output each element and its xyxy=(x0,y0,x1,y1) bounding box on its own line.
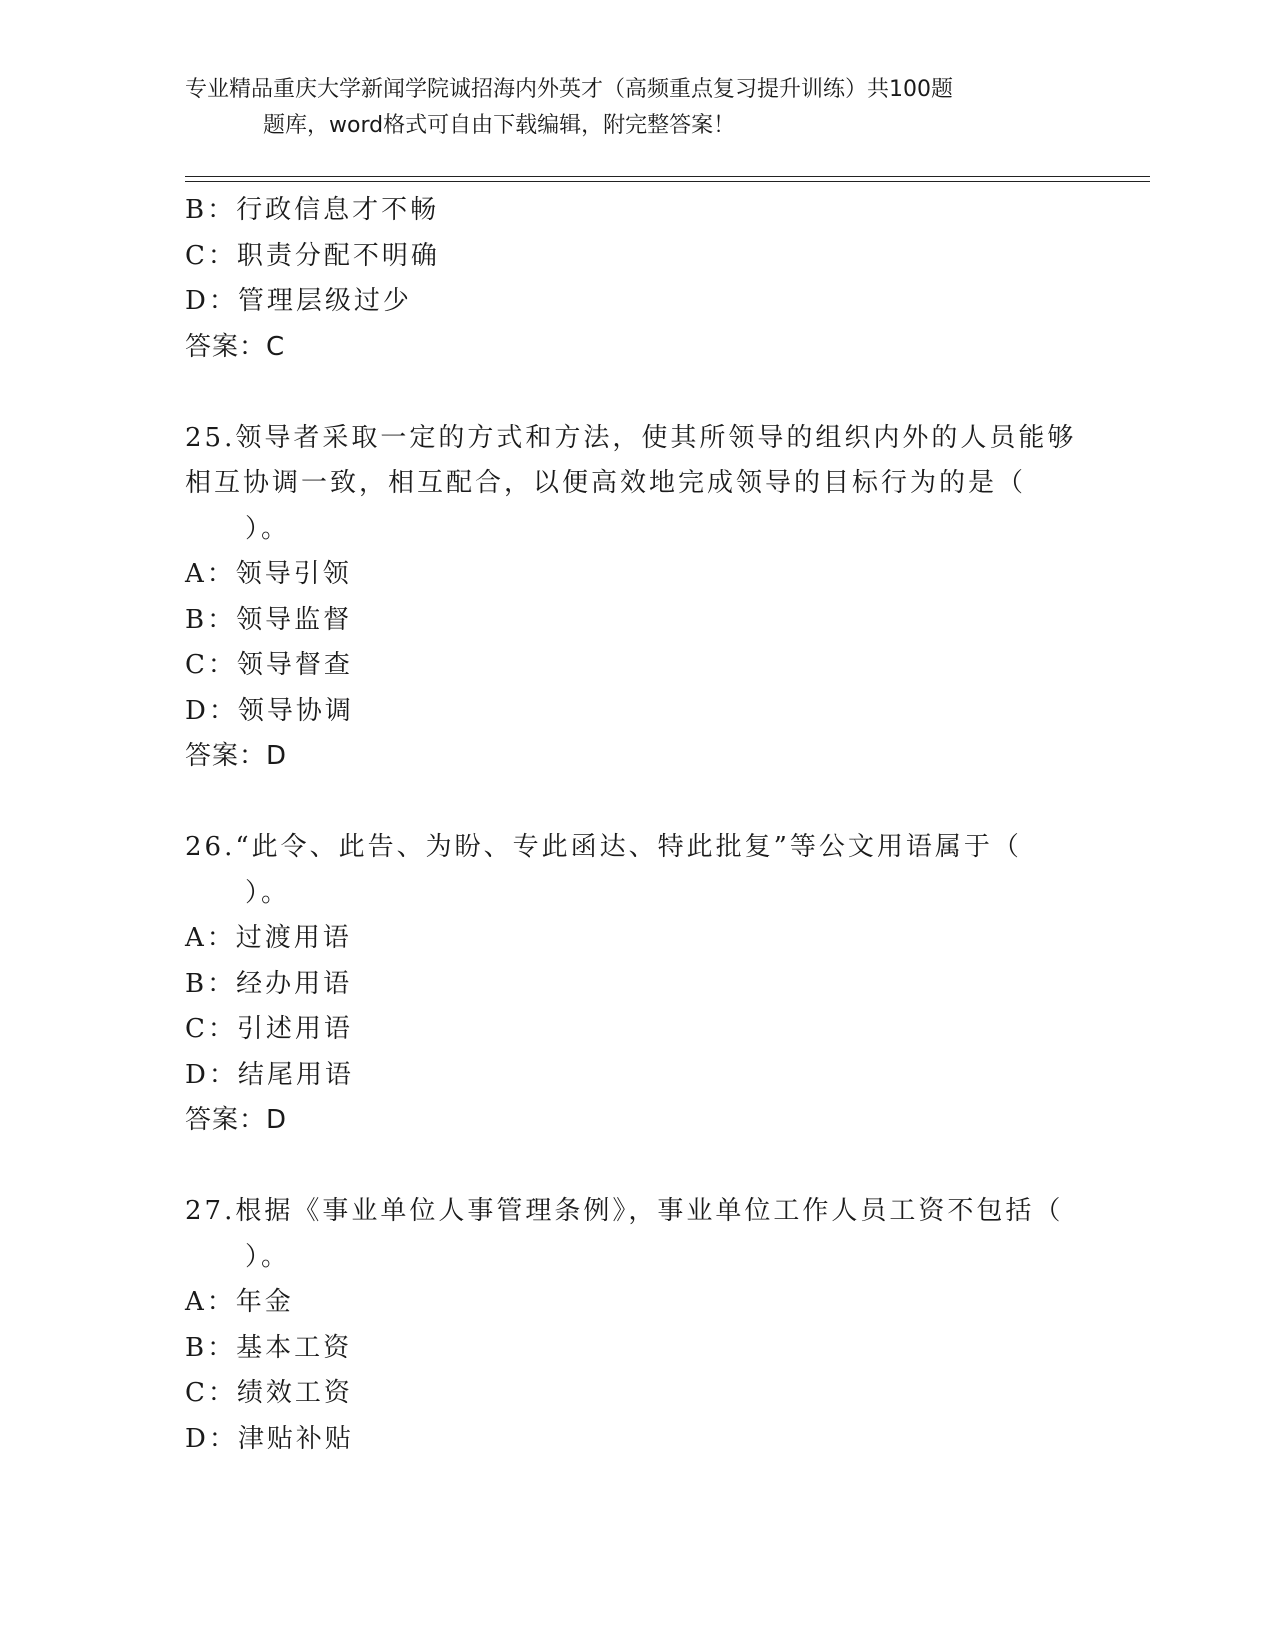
option-a: A：领导引领 xyxy=(185,559,352,589)
question-stem-line: 26.“此令、此告、为盼、专此函达、特此批复”等公文用语属于（ xyxy=(185,832,1022,862)
option-a: A：年金 xyxy=(185,1287,294,1317)
question-stem-line: 相互协调一致，相互配合，以便高效地完成领导的目标行为的是（ xyxy=(185,468,1027,498)
option-b: B：经办用语 xyxy=(185,968,353,999)
option-d: D：津贴补贴 xyxy=(185,1423,354,1454)
option-d: D：领导协调 xyxy=(185,695,354,726)
answer-line: 答案：D xyxy=(185,1105,288,1135)
header-divider-bottom xyxy=(185,181,1150,182)
question-stem-line: ）。 xyxy=(245,877,291,908)
option-b: B：基本工资 xyxy=(185,1332,353,1363)
answer-line: 答案：D xyxy=(185,741,288,771)
option-c: C：绩效工资 xyxy=(185,1378,353,1408)
spacer xyxy=(185,1144,1085,1190)
option-b: B：行政信息才不畅 xyxy=(185,195,440,225)
option-c: C：领导督查 xyxy=(185,650,353,680)
question-27 xyxy=(185,1189,1085,1462)
header-title-line-1: 专业精品重庆大学新闻学院诚招海内外英才（高频重点复习提升训练）共100题 xyxy=(185,77,953,102)
option-c: C：引述用语 xyxy=(185,1014,353,1044)
option-a: A：过渡用语 xyxy=(185,923,352,953)
question-stem-line: 25.领导者采取一定的方式和方法，使其所领导的组织内外的人员能够 xyxy=(185,422,1077,453)
header-title-line-2: 题库，word格式可自由下载编辑，附完整答案！ xyxy=(263,113,736,138)
spacer xyxy=(185,780,1085,826)
question-stem-line: 27.根据《事业单位人事管理条例》，事业单位工作人员工资不包括（ xyxy=(185,1196,1064,1226)
document-header xyxy=(185,72,1065,144)
spacer xyxy=(185,370,1085,416)
option-c: C：职责分配不明确 xyxy=(185,240,440,271)
option-d: D：管理层级过少 xyxy=(185,286,412,316)
option-b: B：领导监督 xyxy=(185,604,353,635)
header-divider-top xyxy=(185,176,1150,177)
answer-line: 答案：C xyxy=(185,331,286,362)
question-24-tail xyxy=(185,188,1085,370)
option-d: D：结尾用语 xyxy=(185,1059,354,1090)
question-stem-line: ）。 xyxy=(245,1241,291,1272)
question-25 xyxy=(185,416,1085,780)
question-stem-line: ）。 xyxy=(245,513,291,544)
question-26 xyxy=(185,825,1085,1144)
document-body xyxy=(185,188,1085,1462)
